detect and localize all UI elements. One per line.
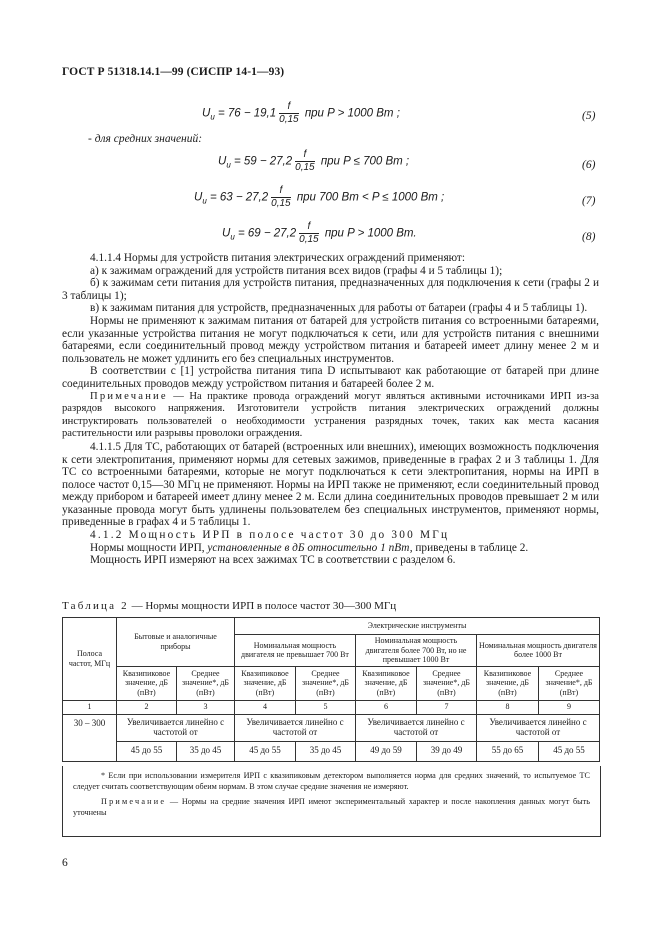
- formula-7: $U_и = 63 - 27,2$ $\frac{f}{0,15}$ при 700 Вт < P ≤ 1000 Вт ;: [194, 185, 445, 209]
- header-qp: Квазипиковое значение, дБ (пВт): [235, 666, 296, 700]
- paragraph: Нормы мощности ИРП, установленные в дБ относительно 1 пВт, приведены в таблице 2.: [90, 541, 529, 554]
- column-number: 4: [235, 700, 296, 714]
- paragraph: б) к зажимам сети питания для устройств питания, предназначенных для подключения к сети (графы 2 и 3 таблицы 1);: [62, 277, 599, 302]
- paragraph: в) к зажимам питания для устройств, предназначенных для работы от батареи (графы 4 и 5 таблицы 1).: [90, 302, 588, 315]
- column-number: 1: [63, 700, 117, 714]
- table-caption: Таблица 2 — Нормы мощности ИРП в полосе частот 30—300 МГц: [62, 600, 397, 612]
- header-avg: Среднее значение*, дБ (пВт): [177, 666, 235, 700]
- value-cell: 45 до 55: [539, 741, 600, 761]
- formula-7-number: (7): [582, 195, 596, 207]
- footnote-note: Примечание — Нормы на средние значения ИРП имеют экспериментальный характер и после накопления данных могут быть уточнены: [73, 797, 590, 817]
- increase-text: Увеличивается линейно с частотой от: [356, 714, 477, 741]
- column-number: 6: [356, 700, 417, 714]
- column-number: 9: [539, 700, 600, 714]
- column-number: 7: [417, 700, 477, 714]
- value-cell: 39 до 49: [417, 741, 477, 761]
- column-number: 3: [177, 700, 235, 714]
- limits-table: [62, 617, 600, 762]
- header-avg: Среднее значение*, дБ (пВт): [539, 666, 600, 700]
- increase-text: Увеличивается линейно с частотой от: [117, 714, 235, 741]
- column-number: 5: [296, 700, 356, 714]
- label-average: - для средних значений:: [88, 133, 203, 145]
- header-qp: Квазипиковое значение, дБ (пВт): [477, 666, 539, 700]
- formula-6: $U_и = 59 - 27,2$ $\frac{f}{0,15}$ при P ≤ 700 Вт ;: [218, 149, 410, 173]
- paragraph: 4.1.1.4 Нормы для устройств питания электрических ограждений применяют:: [90, 252, 466, 264]
- page-number: 6: [62, 857, 68, 869]
- header-group-3: Номинальная мощность двигателя более 1000 Вт: [477, 635, 600, 667]
- header-group-1: Номинальная мощность двигателя не превышает 700 Вт: [235, 635, 356, 667]
- paragraph: а) к зажимам ограждений для устройств питания всех видов (графы 4 и 5 таблицы 1);: [90, 264, 503, 277]
- note-paragraph: [62, 391, 599, 441]
- band-value: 30 – 300: [63, 714, 117, 761]
- header-group-2: Номинальная мощность двигателя более 700 Вт, но не превышает 1000 Вт: [356, 635, 477, 667]
- table-footnotes: [62, 766, 601, 837]
- value-cell: 35 до 45: [296, 741, 356, 761]
- column-number: 8: [477, 700, 539, 714]
- header-qp: Квазипиковое значение, дБ (пВт): [356, 666, 417, 700]
- header-qp: Квазипиковое значение, дБ (пВт): [117, 666, 177, 700]
- header-avg: Среднее значение*, дБ (пВт): [296, 666, 356, 700]
- paragraph: Мощность ИРП измеряют на всех зажимах ТС в соответствии с разделом 6.: [90, 554, 456, 567]
- increase-text: Увеличивается линейно с частотой от: [477, 714, 600, 741]
- column-number: 2: [117, 700, 177, 714]
- paragraph: Нормы не применяют к зажимам питания от батарей для устройств питания со встроенными батареями, если указанные устройства питания не могут подключаться к сети, или для устройств питания с внешними батареями, если соединительный провод между устройством питания и батареей имеет длину менее 2 м и пользователь не может удлинить его без специальных инструментов.: [62, 314, 599, 365]
- page-header: ГОСТ Р 51318.14.1—99 (СИСПР 14-1—93): [62, 66, 285, 78]
- value-cell: 35 до 45: [177, 741, 235, 761]
- value-cell: 45 до 55: [117, 741, 177, 761]
- header-avg: Среднее значение*, дБ (пВт): [417, 666, 477, 700]
- note-text: — На практике провода ограждений могут являться активными источниками ИРП из-за разрядов высокого напряжения. Изготовители устройств питания электрических ограждений должны инструктировать пользователей о необходимости устранения разрядных точек, таких как места касания растительности или разрывы проволоки ограждения.: [62, 390, 599, 440]
- header-electric-tools: Электрические инструменты: [235, 618, 600, 635]
- section-heading: 4.1.2 Мощность ИРП в полосе частот 30 до 300 МГц: [90, 529, 450, 542]
- note-label: Примечание: [90, 390, 168, 402]
- formula-5-number: (5): [582, 110, 596, 122]
- formula-8-number: (8): [582, 231, 596, 243]
- header-household: Бытовые и аналогичные приборы: [117, 618, 235, 667]
- footnote: * Если при использовании измерителя ИРП с квазипиковым детектором выполняется норма для средних значений, то испытуемое ТС следует считать соответствующим обеим нормам. В этом случае средние значения не измеряют.: [73, 771, 590, 791]
- value-cell: 49 до 59: [356, 741, 417, 761]
- formula-8: $U_и = 69 - 27,2$ $\frac{f}{0,15}$ при P > 1000 Вт.: [222, 221, 417, 245]
- header-band: Полоса частот, МГц: [63, 618, 117, 701]
- formula-5: $U_и = 76 - 19,1$ $\frac{f}{0,15}$ при P > 1000 Вт ;: [202, 101, 400, 125]
- paragraph: 4.1.1.5 Для ТС, работающих от батарей (встроенных или внешних), имеющих возможность подключения к сети электропитания, применяют нормы для сетевых зажимов, приведенные в графах 2 и 3 таблицы 1. Для ТС со встроенными батареями, которые не могут подключаться к сети электропитания, нормы на ИРП в полосе частот 0,15—30 МГц не применяют. Нормы на ИРП также не применяют, если соединительный провод между прибором и батареей имеет длину менее 2 м. Если длина соединительных проводов превышает 2 м или указанные провода могут быть удлинены пользователем без специальных инструментов, применяют нормы, приведенные в графах 4 и 5 таблицы 1.: [62, 440, 599, 529]
- paragraph: В соответствии с [1] устройства питания типа D испытывают как работающие от батарей при длине соединительных проводов между устройством питания и батареей более 2 м.: [62, 365, 599, 390]
- body-text: [62, 252, 599, 567]
- value-cell: 45 до 55: [235, 741, 296, 761]
- value-cell: 55 до 65: [477, 741, 539, 761]
- increase-text: Увеличивается линейно с частотой от: [235, 714, 356, 741]
- formula-6-number: (6): [582, 159, 596, 171]
